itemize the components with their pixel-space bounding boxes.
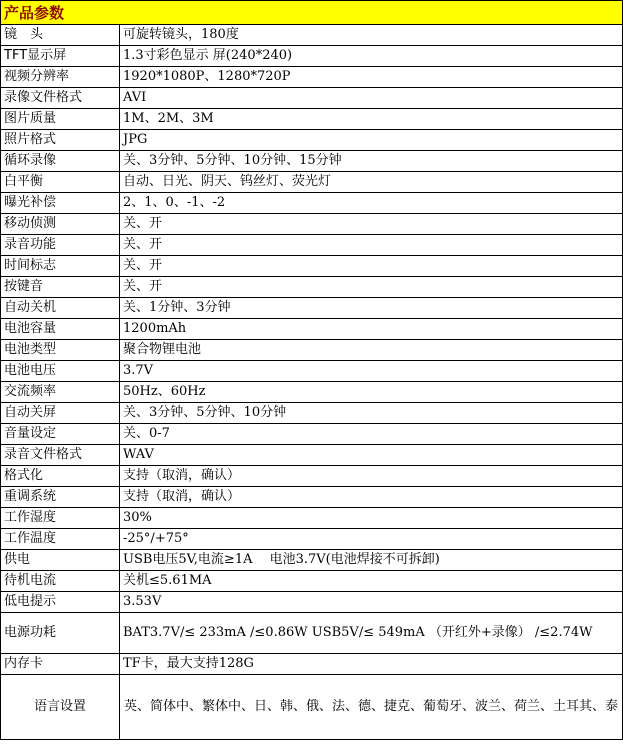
table-row: [1, 46, 623, 67]
spec-label: 电池容量: [1, 319, 120, 340]
spec-value: BAT3.7V/≤ 233mA /≤0.86W USB5V/≤ 549mA （开红外+录像） /≤2.74W: [120, 613, 623, 654]
spec-value: 支持（取消，确认）: [120, 466, 623, 487]
spec-value: 1200mAh: [120, 319, 623, 340]
spec-label: 移动侦测: [1, 214, 120, 235]
spec-label: 录音功能: [1, 235, 120, 256]
spec-label: 录像文件格式: [1, 88, 120, 109]
spec-value: 关机≤5.61MA: [120, 571, 623, 592]
spec-value: JPG: [120, 130, 623, 151]
spec-value: 支持（取消，确认）: [120, 487, 623, 508]
table-row: [1, 382, 623, 403]
spec-value: 1.3寸彩色显示 屏(240*240): [120, 46, 623, 67]
spec-label: 内存卡: [1, 654, 120, 675]
spec-label: 自动关屏: [1, 403, 120, 424]
table-row: [1, 508, 623, 529]
spec-label: 照片格式: [1, 130, 120, 151]
spec-label: 镜 头: [1, 25, 120, 46]
spec-value: 50Hz、60Hz: [120, 382, 623, 403]
spec-value: 3.7V: [120, 361, 623, 382]
spec-label: 语言设置: [1, 675, 120, 740]
table-row: [1, 256, 623, 277]
table-row: [1, 277, 623, 298]
table-row: [1, 319, 623, 340]
spec-value: 2、1、0、-1、-2: [120, 193, 623, 214]
spec-value: 关、开: [120, 235, 623, 256]
spec-label: 视频分辨率: [1, 67, 120, 88]
spec-value: 关、3分钟、5分钟、10分钟: [120, 403, 623, 424]
table-row: [1, 487, 623, 508]
table-row: [1, 25, 623, 46]
spec-label: 电池类型: [1, 340, 120, 361]
table-row: [1, 361, 623, 382]
spec-label: 交流频率: [1, 382, 120, 403]
table-row: [1, 130, 623, 151]
spec-label: 图片质量: [1, 109, 120, 130]
spec-value: 关、开: [120, 214, 623, 235]
table-row: [1, 529, 623, 550]
spec-label: 低电提示: [1, 592, 120, 613]
table-row: [1, 235, 623, 256]
table-row: [1, 654, 623, 675]
spec-value: -25°/+75°: [120, 529, 623, 550]
table-row: [1, 172, 623, 193]
spec-label: 格式化: [1, 466, 120, 487]
spec-value: 关、3分钟、5分钟、10分钟、15分钟: [120, 151, 623, 172]
spec-label: 按键音: [1, 277, 120, 298]
spec-value: 1920*1080P、1280*720P: [120, 67, 623, 88]
spec-label: 电池电压: [1, 361, 120, 382]
table-row: [1, 445, 623, 466]
table-row: [1, 340, 623, 361]
spec-value: 聚合物锂电池: [120, 340, 623, 361]
spec-label: 自动关机: [1, 298, 120, 319]
spec-label: 电源功耗: [1, 613, 120, 654]
table-row: [1, 675, 623, 740]
spec-label: 供电: [1, 550, 120, 571]
table-row: [1, 214, 623, 235]
spec-value: 3.53V: [120, 592, 623, 613]
spec-value: 30%: [120, 508, 623, 529]
table-row: [1, 424, 623, 445]
spec-label: 待机电流: [1, 571, 120, 592]
spec-value: USB电压5V,电流≥1A 电池3.7V(电池焊接不可拆卸): [120, 550, 623, 571]
spec-value: 自动、日光、阴天、钨丝灯、荧光灯: [120, 172, 623, 193]
table-row: [1, 88, 623, 109]
spec-label: 曝光补偿: [1, 193, 120, 214]
table-row: [1, 550, 623, 571]
spec-label: 时间标志: [1, 256, 120, 277]
spec-value: 关、开: [120, 256, 623, 277]
spec-label: TFT显示屏: [1, 46, 120, 67]
spec-label: 白平衡: [1, 172, 120, 193]
spec-value: TF卡，最大支持128G: [120, 654, 623, 675]
table-header-row: [1, 1, 623, 25]
spec-value: WAV: [120, 445, 623, 466]
spec-value: 关、1分钟、3分钟: [120, 298, 623, 319]
table-row: [1, 571, 623, 592]
table-row: [1, 151, 623, 172]
table-row: [1, 592, 623, 613]
table-row: [1, 466, 623, 487]
spec-value: 关、0-7: [120, 424, 623, 445]
spec-table-body: [1, 1, 623, 740]
table-row: [1, 298, 623, 319]
spec-label: 录音文件格式: [1, 445, 120, 466]
spec-value: 英、简体中、繁体中、日、韩、俄、法、德、捷克、葡萄牙、波兰、荷兰、土耳其、泰: [120, 675, 623, 740]
spec-label: 音量设定: [1, 424, 120, 445]
spec-value: 关、开: [120, 277, 623, 298]
table-row: [1, 67, 623, 88]
table-row: [1, 403, 623, 424]
table-row: [1, 109, 623, 130]
spec-value: AVI: [120, 88, 623, 109]
spec-value: 可旋转镜头，180度: [120, 25, 623, 46]
table-row: [1, 613, 623, 654]
spec-label: 重调系统: [1, 487, 120, 508]
table-title: 产品参数: [1, 1, 623, 25]
spec-label: 工作湿度: [1, 508, 120, 529]
spec-value: 1M、2M、3M: [120, 109, 623, 130]
table-row: [1, 193, 623, 214]
spec-label: 循环录像: [1, 151, 120, 172]
spec-label: 工作温度: [1, 529, 120, 550]
